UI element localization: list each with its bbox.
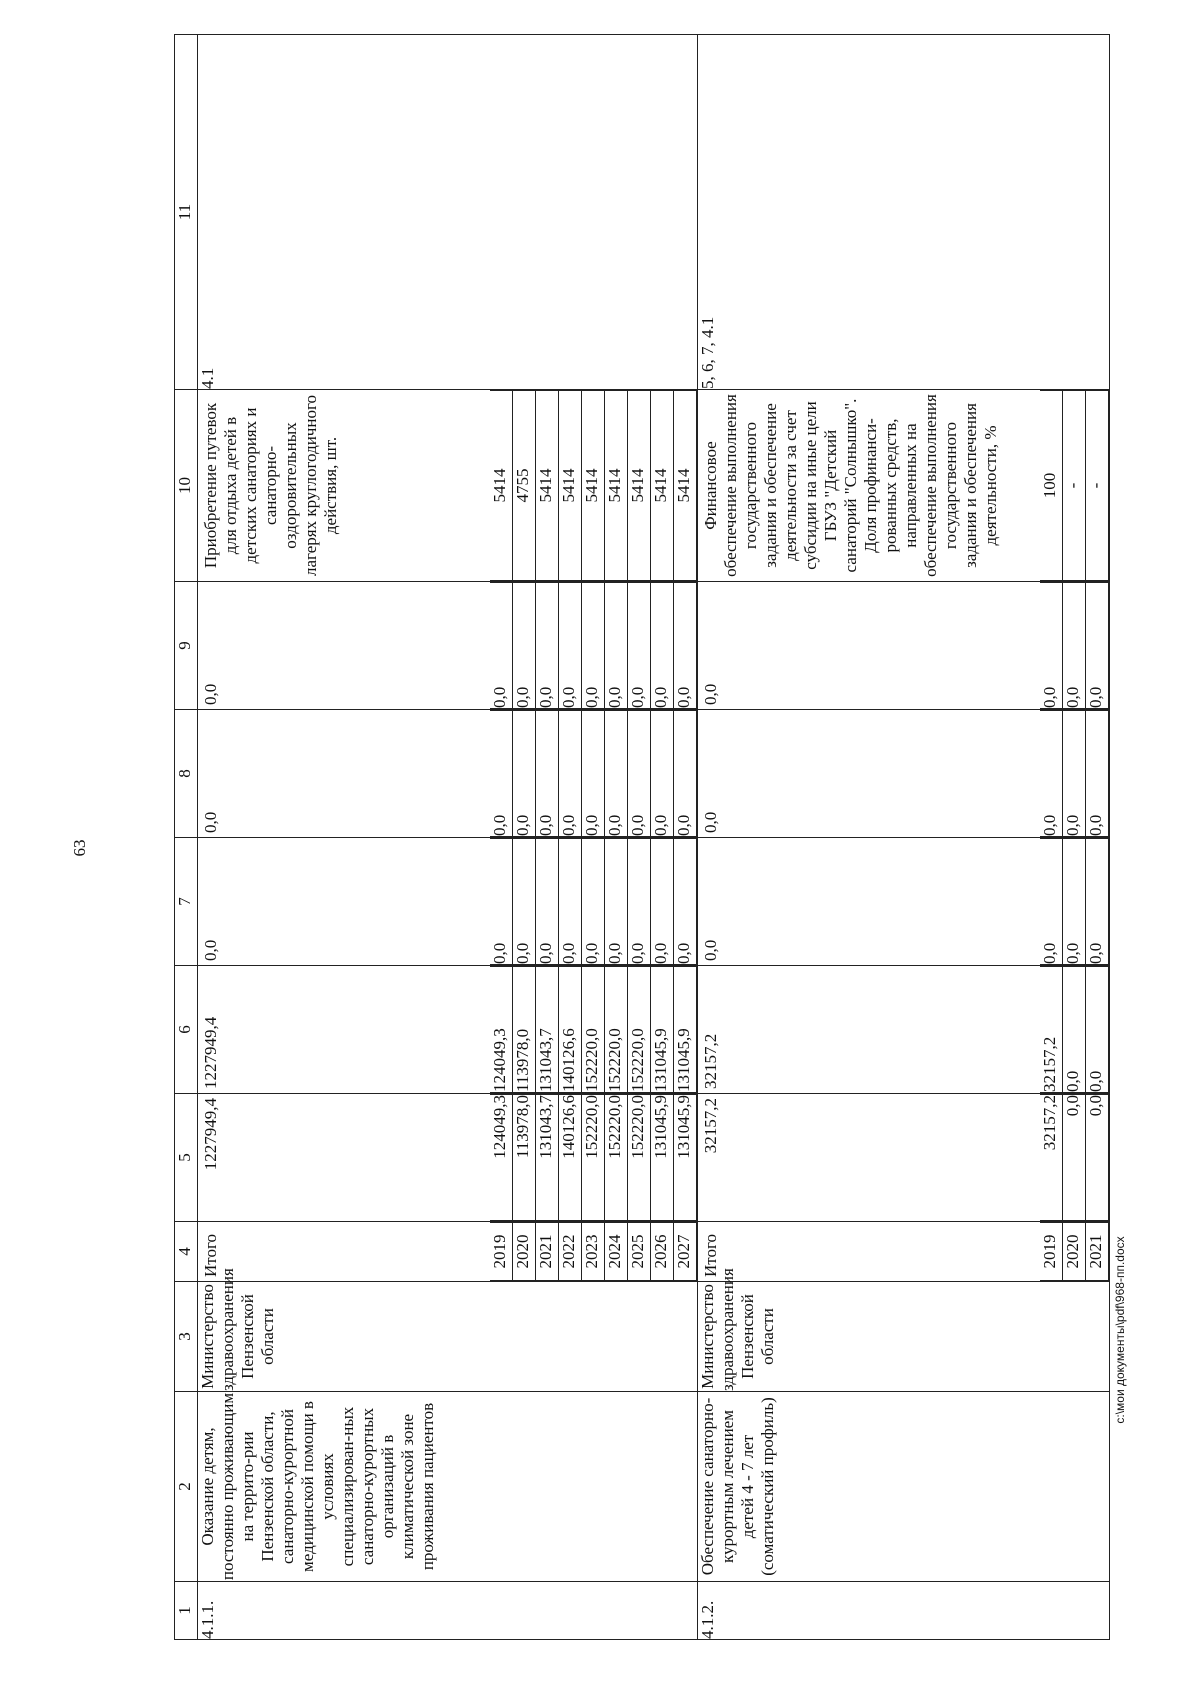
year-value-cell: - <box>1086 391 1109 581</box>
year-value-cell: - <box>1063 391 1086 581</box>
year-value-cell: 113978,0 <box>513 1095 536 1221</box>
year-list <box>490 1222 697 1281</box>
year-value-cell: 113978,0 <box>513 967 536 1093</box>
year-cell: 2024 <box>605 1223 628 1281</box>
year-cell: 2019 <box>490 1223 513 1281</box>
year-value-cell: 5414 <box>674 391 697 581</box>
year-value-cell: 131045,9 <box>651 967 674 1093</box>
year-value-cell: 0,0 <box>651 839 674 965</box>
total-value: 0,0 <box>701 683 720 705</box>
year-value-cell: 0,0 <box>582 839 605 965</box>
total-value: 32157,2 <box>701 1033 720 1089</box>
year-value-cell: 5414 <box>651 391 674 581</box>
year-value-cell: 0,0 <box>582 583 605 709</box>
col-header-4: 4 <box>175 1222 198 1282</box>
year-value-cell: 5414 <box>628 391 651 581</box>
year-value-cell: 0,0 <box>1063 711 1086 837</box>
total-value: 32157,2 <box>701 1098 720 1154</box>
indicator: Приобретение путевок для отдыха детей в детских санаториях и санаторно-оздоровительных лагерях круглогодичного действия, шт. <box>201 394 340 577</box>
footer-path: c:\мои документы\pdf\968-пп.docx <box>1113 1236 1127 1424</box>
year-value-cell: 0,0 <box>1086 1095 1109 1221</box>
year-value-cell: 0,0 <box>490 711 513 837</box>
year-value-cell: 140126,6 <box>559 967 582 1093</box>
year-value-cell: 0,0 <box>674 711 697 837</box>
col-header-7: 7 <box>175 838 198 966</box>
col-header-2: 2 <box>175 1392 198 1582</box>
year-cell: 2020 <box>513 1223 536 1281</box>
rotated-page <box>174 35 1110 1640</box>
year-value-cell: 0,0 <box>513 711 536 837</box>
col-header-8: 8 <box>175 710 198 838</box>
year-value-cell: 152220,0 <box>605 1095 628 1221</box>
year-value-cell: 0,0 <box>536 583 559 709</box>
year-value-cell: 32157,2 <box>1040 967 1063 1093</box>
year-value-cell: 4755 <box>513 391 536 581</box>
year-value-cell: 152220,0 <box>628 967 651 1093</box>
year-cell: 2019 <box>1040 1223 1063 1281</box>
year-cell: 2021 <box>1086 1223 1109 1281</box>
total-value: 0,0 <box>201 683 220 705</box>
table-row <box>698 35 1110 1640</box>
total-value: 0,0 <box>201 939 220 961</box>
year-value-cell: 0,0 <box>1086 711 1109 837</box>
year-value-cell: 0,0 <box>674 583 697 709</box>
year-list <box>1040 1222 1109 1281</box>
year-value-cell: 0,0 <box>1086 583 1109 709</box>
program-table <box>174 34 1110 1640</box>
year-cell: 2023 <box>582 1223 605 1281</box>
year-value-cell: 152220,0 <box>582 1095 605 1221</box>
total-value: 1227949,4 <box>201 1016 220 1089</box>
year-value-cell: 152220,0 <box>582 967 605 1093</box>
col-header-11: 11 <box>175 35 198 390</box>
total-value: 0,0 <box>201 811 220 833</box>
link-ref: 5, 6, 7, 4.1 <box>698 35 1110 390</box>
year-value-cell: 0,0 <box>628 839 651 965</box>
year-value-cell: 0,0 <box>1063 583 1086 709</box>
year-cell: 2022 <box>559 1223 582 1281</box>
year-value-cell: 32157,2 <box>1040 1095 1063 1221</box>
executor: Министерство здравоохранения Пензенской области <box>198 1282 698 1392</box>
year-value-cell: 0,0 <box>582 711 605 837</box>
year-value-cell: 0,0 <box>1063 839 1086 965</box>
col-header-3: 3 <box>175 1282 198 1392</box>
year-value-cell: 140126,6 <box>559 1095 582 1221</box>
year-value-cell: 0,0 <box>1040 583 1063 709</box>
year-cell: 2025 <box>628 1223 651 1281</box>
year-cell: 2020 <box>1063 1223 1086 1281</box>
year-value-cell: 0,0 <box>605 711 628 837</box>
year-cell: 2021 <box>536 1223 559 1281</box>
header-row <box>175 35 198 1640</box>
link-ref: 4.1 <box>198 35 698 390</box>
year-value-cell: 0,0 <box>559 839 582 965</box>
year-value-cell: 0,0 <box>536 711 559 837</box>
total-value: 0,0 <box>701 939 720 961</box>
page-number: 63 <box>70 839 89 857</box>
year-value-cell: 0,0 <box>605 583 628 709</box>
year-value-cell: 0,0 <box>674 839 697 965</box>
year-value-cell: 0,0 <box>1063 967 1086 1093</box>
year-value-cell: 0,0 <box>1040 711 1063 837</box>
total-label: Итого <box>701 1233 720 1277</box>
table-row <box>198 35 698 1640</box>
year-value-cell: 5414 <box>490 391 513 581</box>
total-label: Итого <box>201 1233 220 1277</box>
row-number: 4.1.2. <box>698 1582 1110 1640</box>
indicator: Финансовое обеспечение выполнения государственного задания и обеспечение деятельности за счет субсидии на иные цели ГБУЗ "Детский санаторий "Солнышко". Доля профинанси-рованных средств, направленных на обеспечение выполнения государственного задания и обеспечения деятельности, % <box>701 394 1000 577</box>
year-value-cell: 0,0 <box>628 711 651 837</box>
year-value-cell: 5414 <box>582 391 605 581</box>
year-value-cell: 5414 <box>605 391 628 581</box>
year-value-cell: 131045,9 <box>674 1095 697 1221</box>
col-header-5: 5 <box>175 1094 198 1222</box>
year-value-cell: 0,0 <box>628 583 651 709</box>
year-value-cell: 5414 <box>559 391 582 581</box>
year-value-cell: 0,0 <box>559 583 582 709</box>
year-value-cell: 5414 <box>536 391 559 581</box>
year-value-cell: 0,0 <box>1086 967 1109 1093</box>
row-number: 4.1.1. <box>198 1582 698 1640</box>
col-header-9: 9 <box>175 582 198 710</box>
total-value: 1227949,4 <box>201 1098 220 1171</box>
year-value-cell: 131045,9 <box>674 967 697 1093</box>
total-value: 0,0 <box>701 811 720 833</box>
year-value-cell: 124049,3 <box>490 967 513 1093</box>
executor: Министерство здравоохранения Пензенской области <box>698 1282 1110 1392</box>
year-value-cell: 0,0 <box>513 839 536 965</box>
measure-name: Обеспечение санаторно-курортным лечением детей 4 - 7 лет (соматический профиль) <box>698 1392 1110 1582</box>
year-value-cell: 100 <box>1040 391 1063 581</box>
year-value-cell: 0,0 <box>651 583 674 709</box>
year-value-cell: 0,0 <box>490 839 513 965</box>
year-cell: 2026 <box>651 1223 674 1281</box>
year-value-cell: 0,0 <box>490 583 513 709</box>
year-cell: 2027 <box>674 1223 697 1281</box>
year-value-cell: 0,0 <box>559 711 582 837</box>
year-value-cell: 152220,0 <box>605 967 628 1093</box>
col-header-10: 10 <box>175 390 198 582</box>
year-value-cell: 131043,7 <box>536 967 559 1093</box>
col-header-6: 6 <box>175 966 198 1094</box>
year-value-cell: 0,0 <box>651 711 674 837</box>
col-header-1: 1 <box>175 1582 198 1640</box>
year-value-cell: 0,0 <box>1086 839 1109 965</box>
year-value-cell: 0,0 <box>1063 1095 1086 1221</box>
year-value-cell: 0,0 <box>513 583 536 709</box>
year-value-cell: 0,0 <box>536 839 559 965</box>
measure-name: Оказание детям, постоянно проживающим на террито-рии Пензенской области, санаторно-курортной медицинской помощи в условиях специализирован-ных санаторно-курортных организаций в климатической зоне проживания пациентов <box>198 1392 698 1582</box>
year-value-cell: 131043,7 <box>536 1095 559 1221</box>
year-value-cell: 0,0 <box>1040 839 1063 965</box>
year-value-cell: 131045,9 <box>651 1095 674 1221</box>
year-value-cell: 0,0 <box>605 839 628 965</box>
year-value-cell: 152220,0 <box>628 1095 651 1221</box>
year-value-cell: 124049,3 <box>490 1095 513 1221</box>
